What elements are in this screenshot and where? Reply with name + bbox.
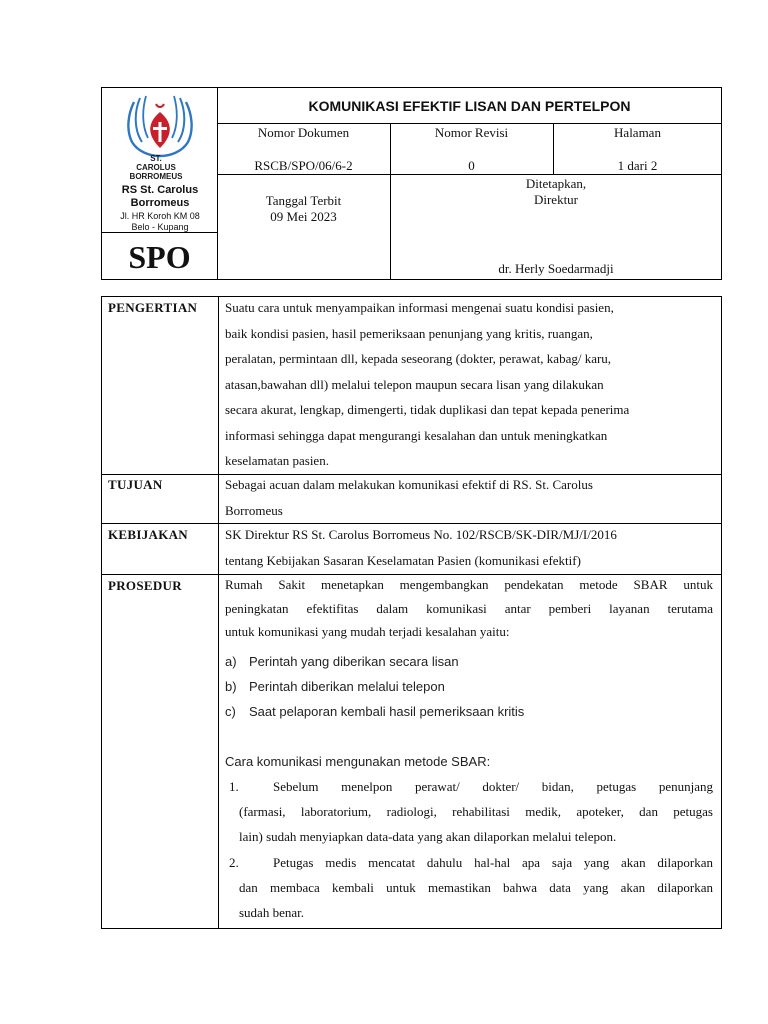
logo-wordmark: ST. CAROLUS BORROMEUS: [129, 154, 183, 181]
step-marker: 2.: [229, 855, 239, 870]
list-item: [225, 699, 713, 724]
divider: [217, 123, 722, 124]
divider: [102, 232, 217, 233]
doc-type: SPO: [128, 239, 191, 275]
text-line: baik kondisi pasien, hasil pemeriksaan penunjang yang kritis, ruangan,: [225, 325, 593, 341]
list-item-text: Perintah yang diberikan secara lisan: [249, 654, 459, 669]
approved-label: Ditetapkan,: [525, 176, 587, 191]
doc-number-label: Nomor Dokumen: [257, 125, 350, 140]
text-line: lain) sudah menyiapkan data-data yang akan dilaporkan melalui telepon.: [239, 829, 617, 844]
list-item-text: Perintah diberikan melalui telepon: [249, 679, 445, 694]
trigger-list: [225, 649, 713, 724]
page-title: KOMUNIKASI EFEKTIF LISAN DAN PERTELPON: [308, 98, 631, 114]
text-line: (farmasi, laboratorium, radiologi, rehabilitasi medik, apoteker, dan petugas: [239, 804, 713, 819]
page-label: Halaman: [614, 125, 661, 140]
text-line: Rumah Sakit menetapkan mengembangkan pendekatan metode SBAR untuk: [225, 577, 713, 592]
divider: [218, 297, 219, 929]
text-line: Suatu cara untuk menyampaikan informasi mengenai suatu kondisi pasien,: [225, 300, 614, 315]
section-label-prosedur: PROSEDUR: [108, 578, 182, 593]
step-marker: 1.: [229, 779, 239, 794]
text-line: Borromeus: [225, 502, 283, 518]
text-line: keselamatan pasien.: [225, 453, 329, 468]
section-text-prosedur-intro: [225, 573, 713, 644]
list-item: [225, 674, 713, 699]
page-number: 1 dari 2: [617, 158, 658, 173]
divider: [217, 174, 722, 175]
section-text-kebijakan: [225, 522, 713, 573]
address-line2: Belo - Kupang: [131, 222, 189, 232]
list-item-text: Saat pelaporan kembali hasil pemeriksaan kritis: [249, 704, 525, 719]
section-label-pengertian: PENGERTIAN: [108, 300, 198, 315]
section-text-pengertian: [225, 295, 713, 474]
text-line: Sebagai acuan dalam melakukan komunikasi efektif di RS. St. Carolus: [225, 477, 593, 492]
doc-number: RSCB/SPO/06/6-2: [254, 158, 353, 173]
list-marker: c): [225, 704, 236, 719]
hospital-name: RS St. Carolus Borromeus: [121, 184, 199, 209]
revision-label: Nomor Revisi: [434, 125, 509, 140]
text-line: Sebelum menelpon perawat/ dokter/ bidan, petugas penunjang: [273, 779, 713, 794]
text-line: Petugas medis mencatat dahulu hal-hal apa saja yang akan dilaporkan: [273, 855, 713, 870]
text-line: dan membaca kembali untuk memastikan bahwa data yang akan dilaporkan: [239, 880, 713, 895]
text-line: secara akurat, lengkap, dimengerti, tidak duplikasi dan tepat kepada penerima: [225, 402, 630, 417]
document-header: [101, 87, 722, 280]
text-line: sudah benar.: [239, 905, 304, 920]
text-line: informasi sehingga dapat mengurangi kesalahan dan untuk meningkatkan: [225, 427, 608, 443]
section-label-tujuan: TUJUAN: [108, 477, 163, 492]
list-marker: b): [225, 679, 237, 694]
text-line: peningkatan efektifitas dalam komunikasi antar pemberi layanan terutama: [225, 600, 713, 616]
divider: [217, 88, 218, 280]
approver-name: dr. Herly Soedarmadji: [498, 261, 614, 276]
text-line: tentang Kebijakan Sasaran Keselamatan Pasien (komunikasi efektif): [225, 552, 581, 568]
text-line: untuk komunikasi yang mudah terjadi kesalahan yaitu:: [225, 624, 510, 639]
procedure-table: [101, 296, 722, 929]
issue-label: Tanggal Terbit: [265, 193, 342, 208]
text-line: SK Direktur RS St. Carolus Borromeus No. 102/RSCB/SK-DIR/MJ/I/2016: [225, 527, 617, 542]
section-text-tujuan: [225, 472, 713, 523]
revision-number: 0: [468, 158, 475, 173]
sbar-intro: Cara komunikasi mengunakan metode SBAR:: [225, 754, 491, 769]
sbar-step-1: [225, 774, 713, 849]
address-line1: Jl. HR Koroh KM 08: [120, 211, 200, 221]
text-line: atasan,bawahan dll) melalui telepon maupun secara lisan yang dilakukan: [225, 376, 604, 392]
section-label-kebijakan: KEBIJAKAN: [108, 527, 188, 542]
list-item: [225, 649, 713, 674]
issue-date: 09 Mei 2023: [270, 209, 337, 224]
text-line: peralatan, permintaan dll, kepada seseorang (dokter, perawat, kabag/ karu,: [225, 351, 612, 366]
list-marker: a): [225, 654, 237, 669]
sbar-step-2: [225, 850, 713, 925]
approved-role: Direktur: [533, 192, 579, 207]
